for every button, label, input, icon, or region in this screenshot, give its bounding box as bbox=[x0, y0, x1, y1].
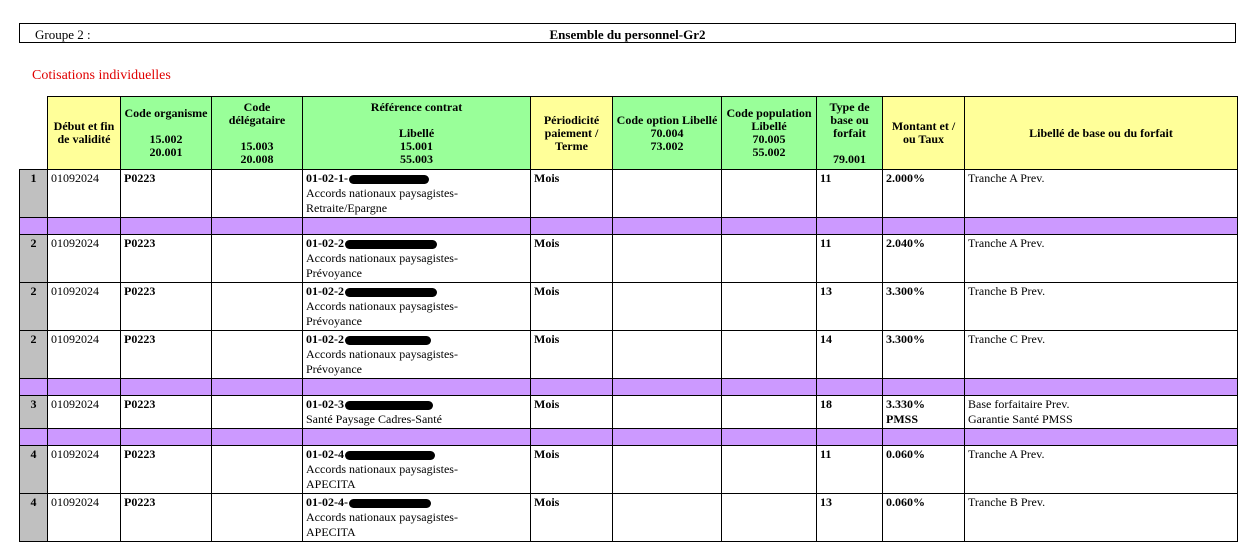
row-reference: 01-02-1- Accords nationaux paysagistes- Retraite/Epargne bbox=[303, 170, 531, 218]
table-row bbox=[20, 283, 1238, 331]
row-type-base: 11 bbox=[817, 235, 883, 283]
row-montant: 3.300% bbox=[883, 283, 965, 331]
redaction-mark bbox=[345, 240, 437, 249]
row-type-base: 13 bbox=[817, 494, 883, 542]
row-population bbox=[722, 235, 817, 283]
header-periodicite: Périodicité paiement / Terme bbox=[531, 97, 613, 170]
redaction-mark bbox=[345, 451, 435, 460]
row-type-base: 11 bbox=[817, 446, 883, 494]
row-montant: 2.000% bbox=[883, 170, 965, 218]
row-libelle-base: Tranche A Prev. bbox=[965, 446, 1238, 494]
row-option bbox=[613, 235, 722, 283]
table-row bbox=[20, 170, 1238, 218]
row-option bbox=[613, 283, 722, 331]
row-population bbox=[722, 170, 817, 218]
row-option bbox=[613, 446, 722, 494]
row-index: 1 bbox=[20, 170, 48, 218]
row-population bbox=[722, 494, 817, 542]
row-periodicite: Mois bbox=[531, 170, 613, 218]
row-type-base: 11 bbox=[817, 170, 883, 218]
header-libelle-base: Libellé de base ou du forfait bbox=[965, 97, 1238, 170]
row-index: 4 bbox=[20, 446, 48, 494]
redaction-mark bbox=[345, 401, 433, 410]
header-reference-contrat: Référence contrat Libellé 15.001 55.003 bbox=[303, 97, 531, 170]
redaction-mark bbox=[345, 288, 437, 297]
header-code-option: Code option Libellé 70.004 73.002 bbox=[613, 97, 722, 170]
header-blank bbox=[20, 97, 48, 170]
group-header bbox=[19, 23, 1236, 43]
row-organisme: P0223 bbox=[121, 396, 212, 429]
header-montant: Montant et / ou Taux bbox=[883, 97, 965, 170]
row-periodicite: Mois bbox=[531, 494, 613, 542]
table-row bbox=[20, 235, 1238, 283]
row-date: 01092024 bbox=[48, 396, 121, 429]
row-delegataire bbox=[212, 331, 303, 379]
contributions-table bbox=[19, 96, 1238, 542]
row-libelle-base: Base forfaitaire Prev. Garantie Santé PMSS bbox=[965, 396, 1238, 429]
row-organisme: P0223 bbox=[121, 170, 212, 218]
group-title: Ensemble du personnel-Gr2 bbox=[549, 27, 706, 42]
row-population bbox=[722, 283, 817, 331]
header-code-organisme: Code organisme 15.002 20.001 bbox=[121, 97, 212, 170]
row-organisme: P0223 bbox=[121, 283, 212, 331]
row-delegataire bbox=[212, 396, 303, 429]
row-reference: 01-02-4- Accords nationaux paysagistes- APECITA bbox=[303, 494, 531, 542]
row-reference: 01-02-2 Accords nationaux paysagistes- Prévoyance bbox=[303, 283, 531, 331]
row-population bbox=[722, 331, 817, 379]
row-delegataire bbox=[212, 170, 303, 218]
row-option bbox=[613, 170, 722, 218]
header-code-delegataire: Code délégataire 15.003 20.008 bbox=[212, 97, 303, 170]
row-montant: 3.330% PMSS bbox=[883, 396, 965, 429]
row-option bbox=[613, 494, 722, 542]
row-delegataire bbox=[212, 446, 303, 494]
row-population bbox=[722, 396, 817, 429]
row-type-base: 18 bbox=[817, 396, 883, 429]
row-reference: 01-02-2 Accords nationaux paysagistes- Prévoyance bbox=[303, 331, 531, 379]
row-option bbox=[613, 331, 722, 379]
table-header-row bbox=[20, 97, 1238, 170]
row-organisme: P0223 bbox=[121, 446, 212, 494]
header-debut: Début et fin de validité bbox=[48, 97, 121, 170]
row-delegataire bbox=[212, 235, 303, 283]
row-libelle-base: Tranche B Prev. bbox=[965, 494, 1238, 542]
row-periodicite: Mois bbox=[531, 331, 613, 379]
redaction-mark bbox=[345, 336, 431, 345]
row-population bbox=[722, 446, 817, 494]
row-reference: 01-02-4 Accords nationaux paysagistes- APECITA bbox=[303, 446, 531, 494]
row-date: 01092024 bbox=[48, 331, 121, 379]
group-separator bbox=[20, 218, 1238, 235]
group-label: Groupe 2 : bbox=[35, 27, 91, 42]
table-row bbox=[20, 494, 1238, 542]
row-index: 2 bbox=[20, 283, 48, 331]
row-delegataire bbox=[212, 283, 303, 331]
row-libelle-base: Tranche A Prev. bbox=[965, 170, 1238, 218]
row-index: 2 bbox=[20, 331, 48, 379]
row-montant: 0.060% bbox=[883, 446, 965, 494]
row-index: 3 bbox=[20, 396, 48, 429]
section-title: Cotisations individuelles bbox=[32, 68, 171, 83]
group-separator bbox=[20, 429, 1238, 446]
table-row bbox=[20, 446, 1238, 494]
row-periodicite: Mois bbox=[531, 283, 613, 331]
row-date: 01092024 bbox=[48, 170, 121, 218]
row-index: 4 bbox=[20, 494, 48, 542]
row-organisme: P0223 bbox=[121, 494, 212, 542]
row-organisme: P0223 bbox=[121, 331, 212, 379]
row-organisme: P0223 bbox=[121, 235, 212, 283]
row-type-base: 14 bbox=[817, 331, 883, 379]
row-periodicite: Mois bbox=[531, 396, 613, 429]
table-row bbox=[20, 331, 1238, 379]
header-type-base: Type de base ou forfait 79.001 bbox=[817, 97, 883, 170]
row-libelle-base: Tranche A Prev. bbox=[965, 235, 1238, 283]
row-reference: 01-02-2 Accords nationaux paysagistes- Prévoyance bbox=[303, 235, 531, 283]
row-periodicite: Mois bbox=[531, 235, 613, 283]
row-index: 2 bbox=[20, 235, 48, 283]
redaction-mark bbox=[349, 499, 431, 508]
row-date: 01092024 bbox=[48, 494, 121, 542]
row-delegataire bbox=[212, 494, 303, 542]
row-periodicite: Mois bbox=[531, 446, 613, 494]
row-libelle-base: Tranche B Prev. bbox=[965, 283, 1238, 331]
row-montant: 2.040% bbox=[883, 235, 965, 283]
row-date: 01092024 bbox=[48, 283, 121, 331]
table-row bbox=[20, 396, 1238, 429]
group-separator bbox=[20, 379, 1238, 396]
row-montant: 0.060% bbox=[883, 494, 965, 542]
header-code-population: Code population Libellé 70.005 55.002 bbox=[722, 97, 817, 170]
row-date: 01092024 bbox=[48, 235, 121, 283]
row-libelle-base: Tranche C Prev. bbox=[965, 331, 1238, 379]
row-date: 01092024 bbox=[48, 446, 121, 494]
redaction-mark bbox=[349, 175, 429, 184]
row-montant: 3.300% bbox=[883, 331, 965, 379]
row-reference: 01-02-3 Santé Paysage Cadres-Santé bbox=[303, 396, 531, 429]
row-type-base: 13 bbox=[817, 283, 883, 331]
row-option bbox=[613, 396, 722, 429]
